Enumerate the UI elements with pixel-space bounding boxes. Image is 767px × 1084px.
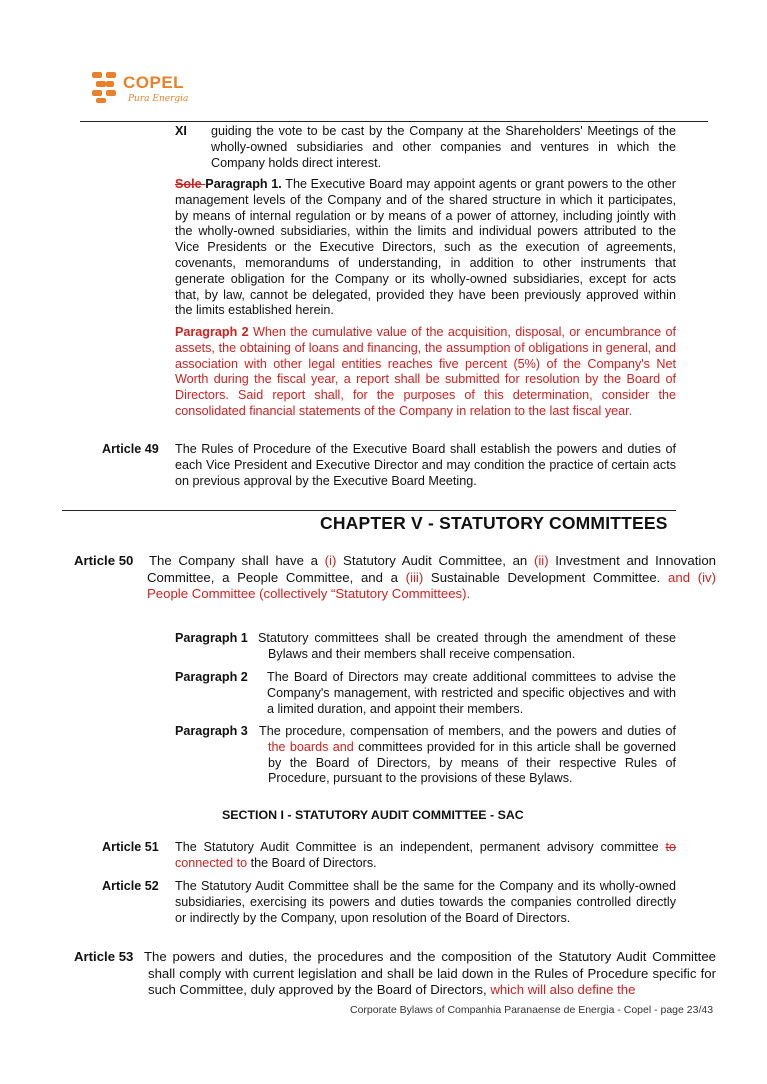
article-49-text: The Rules of Procedure of the Executive Board shall establish the powers and duties of each Vice President and Executive Director and may condition the practice of certain acts on previous approval by the Executive Board Meeting. xyxy=(175,442,676,488)
item-xi-text: guiding the vote to be cast by the Company at the Shareholders' Meetings of the wholly-owned subsidiaries and other companies and ventures in which the Company holds direct interest. xyxy=(211,124,676,170)
paragraph-2-label: Paragraph 2 xyxy=(175,325,249,339)
art50-paragraph-1-text: Statutory committees shall be created through the amendment of these Bylaws and their members shall receive compensation. xyxy=(258,631,676,661)
article-50-label: Article 50 xyxy=(74,553,134,568)
article-53-text: The powers and duties, the procedures and the composition of the Statutory Audit Committee shall comply with current legislation and shall be laid down in the Rules of Procedure specific for such Committee, duly approved by the Board of Directors, which will also define the xyxy=(144,949,716,997)
section-title: SECTION I - STATUTORY AUDIT COMMITTEE - SAC xyxy=(222,808,524,822)
copel-logo xyxy=(90,70,200,110)
item-xi-number: XI xyxy=(175,124,187,138)
chapter-title: CHAPTER V - STATUTORY COMMITTEES xyxy=(320,513,668,533)
logo-wordmark: COPEL xyxy=(123,73,185,92)
art50-paragraph-3-label: Paragraph 3 xyxy=(175,724,248,738)
art50-paragraph-2-label: Paragraph 2 xyxy=(175,670,248,684)
paragraph-1-label: Paragraph 1. xyxy=(205,177,282,191)
article-51-label: Article 51 xyxy=(102,840,159,854)
article-52-text: The Statutory Audit Committee shall be the same for the Company and its wholly-owned subsidiaries, exercising its powers and duties towards the companies controlled directly or indirectly by the Company, upon resolution of the Board of Directors. xyxy=(175,879,676,925)
article-49-label: Article 49 xyxy=(102,442,159,456)
art50-paragraph-3-text: The procedure, compensation of members, and the powers and duties of the boards and committees provided for in this article shall be governed by the Board of Directors, by means of their respective Rules of Procedure, pursuant to the provisions of these Bylaws. xyxy=(259,724,677,786)
struck-sole: Sole xyxy=(175,177,206,191)
page-footer: Corporate Bylaws of Companhia Paranaense de Energia - Copel - page 23/43 xyxy=(350,1004,714,1016)
chapter-rule xyxy=(62,510,676,511)
article-51-text: The Statutory Audit Committee is an independent, permanent advisory committee to connected to the Board of Directors. xyxy=(175,840,676,870)
header-rule xyxy=(80,121,708,122)
paragraph-2 xyxy=(175,325,676,420)
paragraph-1-text: The Executive Board may appoint agents or grant powers to the other management levels of the Company and of the shared structure in which it participates, by means of internal regulation or by means of a power of attorney, including jointly with the wholly-owned subsidiaries, within the limits and individual powers attributed to the Vice Presidents or the Executive Directors, such as the execution of agreements, covenants, memorandums of understanding, in addition to other instruments that generate obligation for the Company or its wholly-owned subsidiaries, except for acts that, by law, cannot be delegated, provided they have been previously approved within the limits established herein. xyxy=(175,177,676,318)
art50-paragraph-1-label: Paragraph 1 xyxy=(175,631,248,645)
paragraph-1 xyxy=(175,177,676,319)
paragraph-2-text: When the cumulative value of the acquisition, disposal, or encumbrance of assets, the obtaining of loans and financing, the assumption of obligations in general, and association with other legal entities reaches five percent (5%) of the Company's Net Worth during the fiscal year, a report shall be submitted for resolution by the Board of Directors. Said report shall, for the purposes of this determination, consider the consolidated financial statements of the Company in relation to the last fiscal year. xyxy=(175,325,676,418)
article-52-label: Article 52 xyxy=(102,879,159,893)
article-53-label: Article 53 xyxy=(74,949,134,964)
article-50-text: The Company shall have a (i) Statutory Audit Committee, an (ii) Investment and Innovation Committee, a People Committee, and a (iii) Sustainable Development Committee. and (iv) People Committee (collectively “Statutory Committees). xyxy=(147,553,717,601)
logo-tagline: Pura Energia xyxy=(128,94,189,104)
copel-logo-icon xyxy=(90,70,120,104)
art50-paragraph-2-text: The Board of Directors may create additional committees to advise the Company's management, with restricted and specific objectives and with a limited duration, and appoint their members. xyxy=(267,670,676,716)
